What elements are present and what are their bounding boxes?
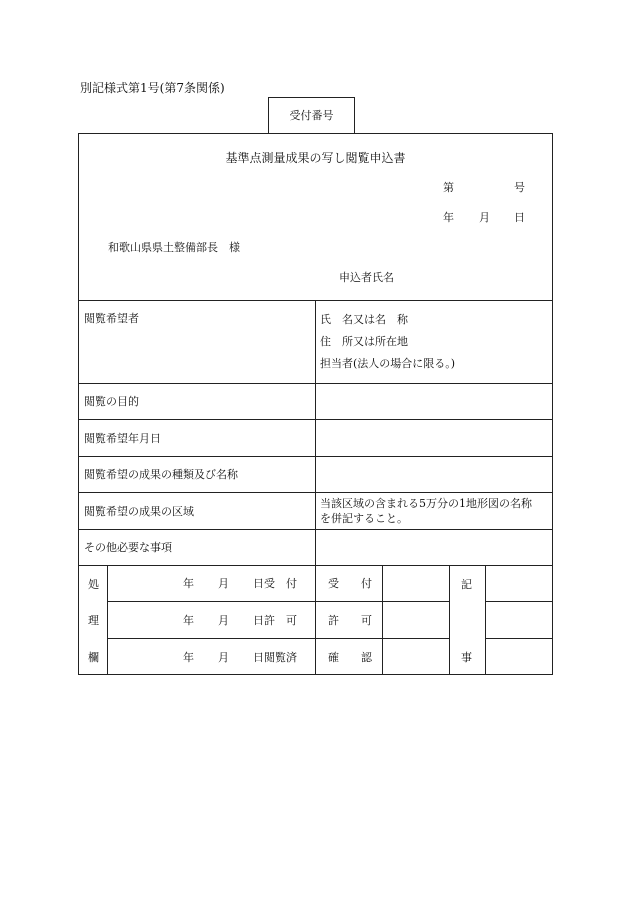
receipt-number-box	[268, 97, 355, 134]
remarks-row-divider-1	[485, 601, 553, 602]
entry-1-month: 月	[218, 577, 229, 590]
addressee: 和歌山県県土整備部長 様	[108, 241, 240, 254]
row-other-label: その他必要な事項	[84, 541, 172, 554]
processing-label-char-1: 処	[88, 578, 99, 591]
remarks-left-divider	[449, 565, 450, 675]
entry-3-month: 月	[218, 651, 229, 664]
processing-label-divider	[107, 565, 108, 675]
entry-1-stamp: 受 付	[328, 577, 372, 590]
entry-2-month: 月	[218, 614, 229, 627]
entry-3-action: 日閲覧済	[253, 651, 297, 664]
remarks-char-2: 事	[461, 651, 472, 664]
processing-label-char-2: 理	[88, 614, 99, 627]
receipt-number-label: 受付番号	[289, 109, 334, 122]
entry-1-year: 年	[183, 577, 194, 590]
row-type-name-label: 閲覧希望の成果の種類及び名称	[84, 468, 238, 481]
processing-row-divider-1	[107, 601, 449, 602]
viewer-address-label: 住 所又は所在地	[320, 335, 408, 348]
row-area-note-1: 当該区域の含まれる5万分の1地形図の名称	[320, 497, 532, 510]
viewer-label: 閲覧希望者	[84, 312, 139, 325]
row-purpose-label: 閲覧の目的	[84, 395, 139, 408]
row-date-label: 閲覧希望年月日	[84, 432, 161, 445]
entry-3-stamp: 確 認	[328, 651, 372, 664]
viewer-name-label: 氏 名又は名 称	[320, 313, 408, 326]
viewer-contact-label: 担当者(法人の場合に限る。)	[320, 357, 456, 370]
form-title: 基準点測量成果の写し閲覧申込書	[225, 151, 406, 165]
number-go: 号	[514, 181, 525, 194]
date-year: 年	[443, 211, 454, 224]
applicant-name-label: 申込者氏名	[339, 271, 394, 284]
form-caption: 別記様式第1号(第7条関係)	[80, 81, 225, 95]
remarks-row-divider-2	[485, 638, 553, 639]
remarks-char-1: 記	[461, 578, 472, 591]
row-area-label: 閲覧希望の成果の区域	[84, 505, 194, 518]
entry-2-stamp: 許 可	[328, 614, 372, 627]
processing-row-divider-2	[107, 638, 449, 639]
row-area-note-2: を併記すること。	[320, 512, 408, 525]
stamp-divider	[382, 565, 383, 675]
date-month: 月	[479, 211, 490, 224]
entry-2-action: 日許 可	[253, 614, 297, 627]
entry-1-action: 日受 付	[253, 577, 297, 590]
entry-2-year: 年	[183, 614, 194, 627]
date-day: 日	[514, 211, 525, 224]
remarks-label-divider	[485, 565, 486, 675]
entry-3-year: 年	[183, 651, 194, 664]
processing-label-char-3: 欄	[88, 651, 99, 664]
number-dai: 第	[443, 181, 454, 194]
column-divider	[315, 300, 316, 675]
